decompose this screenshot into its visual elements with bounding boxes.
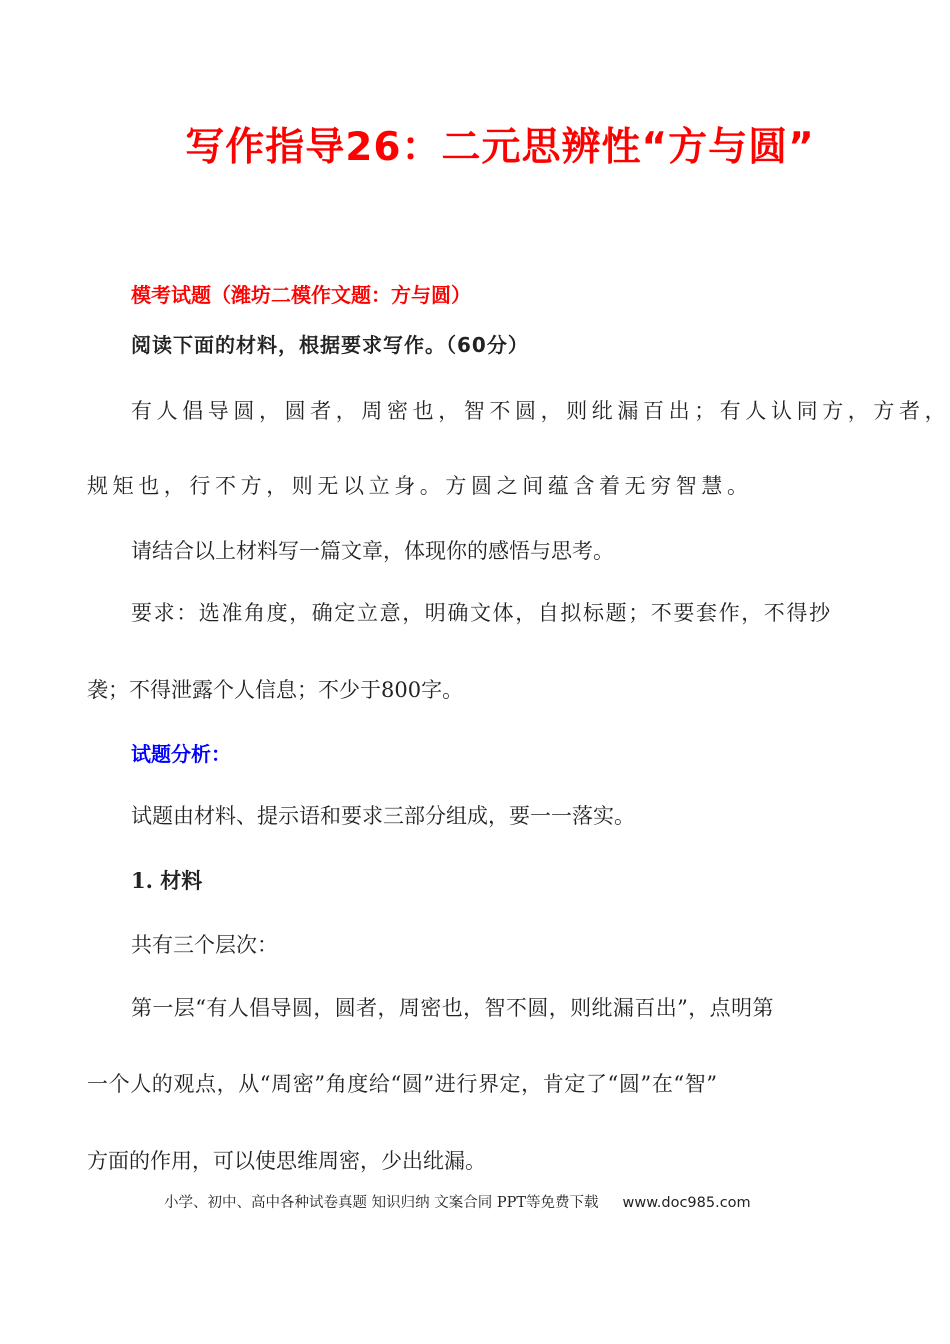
page-footer [164,1191,751,1212]
material-line-1: 有人倡导圆，圆者，周密也，智不圆，则纰漏百出；有人认同方，方者， [131,399,950,423]
footer-url[interactable]: www.doc985.com [622,1195,751,1211]
requirements-line-1: 要求：选准角度，确定立意，明确文体，自拟标题；不要套作，不得抄 [131,601,832,625]
layer1-line-1: 第一层“有人倡导圆，圆者，周密也，智不圆，则纰漏百出”，点明第 [131,996,774,1020]
prompt-text: 请结合以上材料写一篇文章，体现你的感悟与思考。 [131,539,614,563]
footer-text: 小学、初中、高中各种试卷真题 知识归纳 文案合同 PPT等免费下载 [164,1195,599,1211]
layer1-line-2: 一个人的观点，从“周密”角度给“圆”进行界定，肯定了“圆”在“智” [87,1072,718,1096]
analysis-intro: 试题由材料、提示语和要求三部分组成，要一一落实。 [131,804,635,828]
section-title: 1. 材料 [131,868,203,893]
instruction-text: 阅读下面的材料，根据要求写作。（60分） [131,333,529,357]
requirements-line-2: 袭；不得泄露个人信息；不少于800字。 [87,678,464,702]
page-title: 写作指导26：二元思辨性“方与圆” [185,125,815,170]
layer1-line-3: 方面的作用，可以使思维周密，少出纰漏。 [87,1149,486,1173]
exam-heading: 模考试题（潍坊二模作文题：方与圆） [131,283,471,307]
analysis-heading: 试题分析： [131,742,231,766]
section-intro: 共有三个层次： [131,933,278,957]
material-line-2: 规矩也，行不方，则无以立身。方圆之间蕴含着无穷智慧。 [87,474,753,498]
